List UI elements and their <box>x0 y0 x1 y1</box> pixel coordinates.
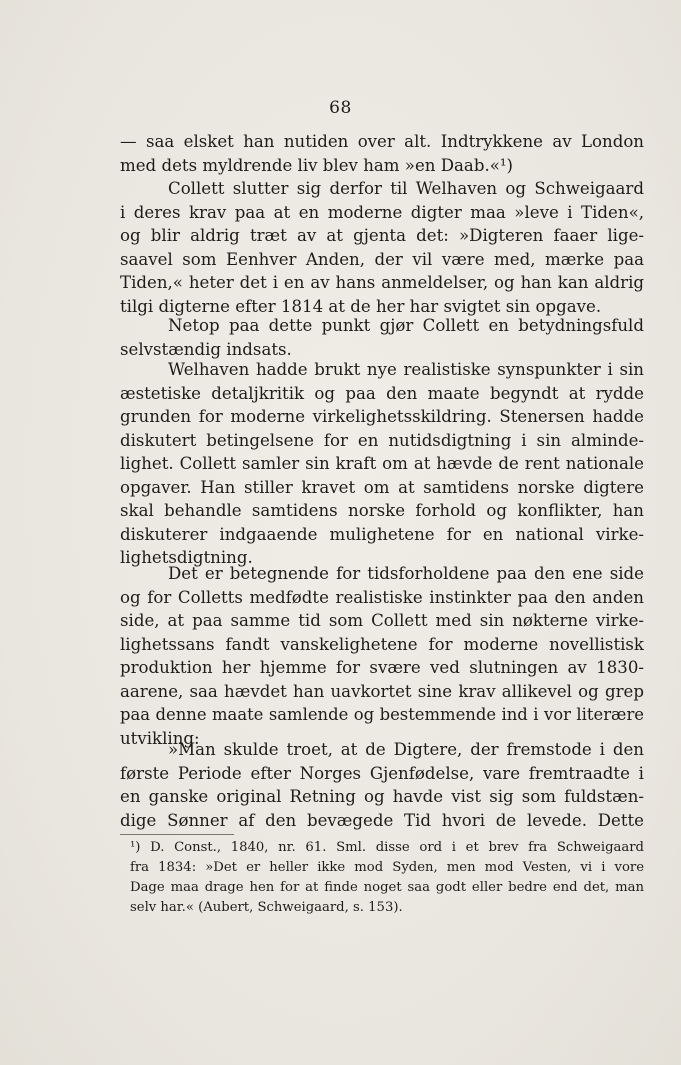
paragraph-netop <box>120 314 644 361</box>
text-line: saavel som Eenhver Anden, der vil være med, mærke paa <box>120 249 644 269</box>
footnote-line: ¹) D. Const., 1840, nr. 61. Sml. disse ord i et brev fra Schweigaard <box>130 840 644 855</box>
text-line: paa denne maate samlende og bestemmende ind i vor literære <box>120 705 644 724</box>
text-line: lighetsdigtning. <box>120 548 253 567</box>
footnote-line: fra 1834: »Det er heller ikke mod Syden, men mod Vesten, vi i vore <box>130 860 644 875</box>
text-line: lighetssans fandt vanskelighetene for moderne novellistisk <box>120 634 644 654</box>
text-line: i deres krav paa at en moderne digter maa »leve i Tiden«, <box>120 202 644 222</box>
paragraph-betegnende <box>120 562 644 750</box>
text-line: Netop paa dette punkt gjør Collett en betydningsfuld <box>168 316 644 335</box>
text-line: side, at paa samme tid som Collett med sin nøkterne virke- <box>120 611 644 630</box>
text-line: lighet. Collett samler sin kraft om at hævde de rent nationale <box>120 454 644 473</box>
text-line: Collett slutter sig derfor til Welhaven og Schweigaard <box>168 179 644 198</box>
text-line: Tiden,« heter det i en av hans anmeldelser, og han kan aldrig <box>120 273 644 292</box>
footnote <box>130 838 644 918</box>
paragraph-welhaven-schweigaard <box>120 130 644 318</box>
text-line: og for Colletts medfødte realistiske instinkter paa den anden <box>120 587 644 607</box>
footnote-line: Dage maa drage hen for at finde noget saa godt eller bedre end det, man <box>130 880 644 895</box>
text-line: æstetiske detaljkritik og paa den maate begyndt at rydde <box>120 383 644 403</box>
text-line: Welhaven hadde brukt nye realistiske synspunkter i sin <box>168 360 644 379</box>
text-line: skal behandle samtidens norske forhold og konflikter, han <box>120 501 644 520</box>
text-line: utvikling: <box>120 728 200 748</box>
quotation <box>120 738 644 832</box>
text-line: dige Sønner af den bevægede Tid hvori de levede. Dette <box>120 810 644 830</box>
page-number: 68 <box>329 98 352 118</box>
footnote-divider <box>120 834 234 835</box>
text-line: produktion her hjemme for svære ved slutningen av 1830- <box>120 658 644 677</box>
text-line: — saa elsket han nutiden over alt. Indtrykkene av London <box>120 132 644 151</box>
text-line: »Man skulde troet, at de Digtere, der fremstode i den <box>168 740 644 759</box>
text-line: med dets myldrende liv blev ham »en Daab.«¹) <box>120 155 513 175</box>
text-line: selvstændig indsats. <box>120 339 292 359</box>
text-line: Det er betegnende for tidsforholdene paa den ene side <box>168 564 644 583</box>
text-line: grunden for moderne virkelighetsskildring. Stenersen hadde <box>120 407 644 426</box>
text-line: og blir aldrig træt av at gjenta det: »Digteren faaer lige- <box>120 226 644 245</box>
footnote-line: selv har.« (Aubert, Schweigaard, s. 153). <box>130 900 403 915</box>
text-line: diskutert betingelsene for en nutidsdigtning i sin alminde- <box>120 430 644 450</box>
paragraph-welhaven-realism <box>120 358 644 570</box>
text-line: en ganske original Retning og havde vist sig som fuldstæn- <box>120 787 644 806</box>
text-line: diskuterer indgaaende mulighetene for en national virke- <box>120 524 644 544</box>
text-line: opgaver. Han stiller kravet om at samtidens norske digtere <box>120 477 644 497</box>
text-line: aarene, saa hævdet han uavkortet sine krav allikevel og grep <box>120 681 644 701</box>
text-line: første Periode efter Norges Gjenfødelse, vare fremtraadte i <box>120 763 644 783</box>
text-line: tilgi digterne efter 1814 at de her har svigtet sin opgave. <box>120 296 602 316</box>
